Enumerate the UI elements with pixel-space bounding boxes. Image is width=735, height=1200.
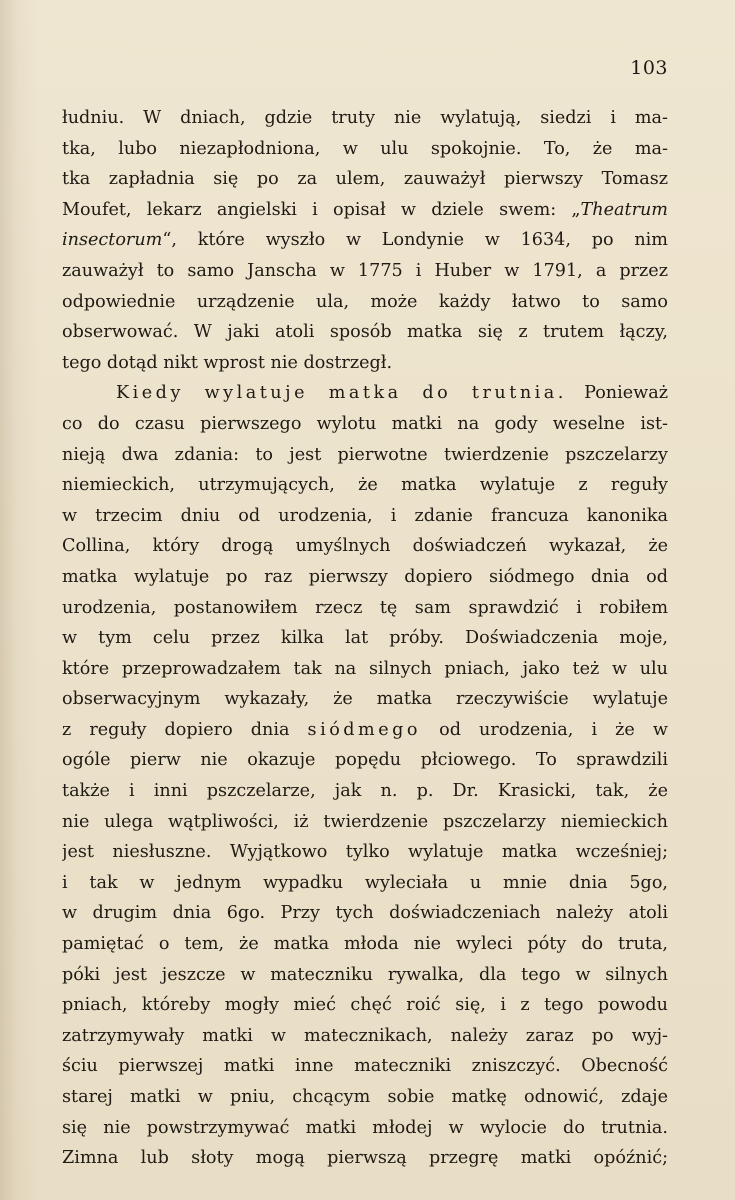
text-segment: “, które wyszło w Londynie w 1634, po nim (162, 230, 668, 251)
text-line: które przeprowadzałem tak na silnych pniach, jako też w ulu (62, 658, 668, 679)
body-text (62, 103, 668, 1174)
text-line: nie ulega wątpliwości, iż twierdzenie pszczelarzy niemieckich (62, 811, 668, 832)
book-title-italic: Theatrum (580, 199, 668, 220)
text-line (62, 225, 668, 256)
emphasized-word: siódmego (307, 719, 422, 740)
text-line: obserwować. W jaki atoli sposób matka się z trutem łączy, (62, 322, 668, 343)
text-line: ogóle pierw nie okazuje popędu płciowego. To sprawdzili (62, 750, 668, 771)
text-line: urodzenia, postanowiłem rzecz tę sam sprawdzić i robiłem (62, 597, 668, 618)
text-line: Zimna lub słoty mogą pierwszą przegrę matki opóźnić; (62, 1148, 668, 1169)
section-heading-line (62, 378, 668, 409)
text-line: i tak w jednym wypadku wyleciała u mnie dnia 5go, (62, 872, 668, 893)
text-line: zatrzymywały matki w matecznikach, należy zaraz po wyj- (62, 1025, 668, 1046)
text-line: tego dotąd nikt wprost nie dostrzegł. (62, 352, 393, 373)
text-line: odpowiednie urządzenie ula, może każdy łatwo to samo (62, 291, 668, 312)
text-line: matka wylatuje po raz pierwszy dopiero siódmego dnia od (62, 566, 668, 587)
text-line: w trzecim dniu od urodzenia, i zdanie francuza kanonika (62, 505, 668, 526)
section-heading: Kiedy wylatuje matka do trutnia. (116, 383, 567, 404)
text-line: nieją dwa zdania: to jest pierwotne twierdzenie pszczelarzy (62, 444, 668, 465)
text-segment: Moufet, lekarz angielski i opisał w dziele swem: „ (62, 199, 581, 220)
text-line (62, 195, 668, 226)
text-line: zauważył to samo Janscha w 1775 i Huber w 1791, a przez (62, 260, 668, 281)
text-line: ściu pierwszej matki inne mateczniki zniszczyć. Obecność (62, 1056, 668, 1077)
book-title-italic: insectorum (62, 230, 163, 251)
text-line: co do czasu pierwszego wylotu matki na gody weselne ist- (62, 413, 668, 434)
text-line: póki jest jeszcze w mateczniku rywalka, dla tego w silnych (62, 964, 668, 985)
text-line: w tym celu przez kilka lat próby. Doświadczenia moje, (62, 628, 668, 649)
text-segment: z reguły dopiero dnia (62, 719, 308, 740)
text-line: Collina, który drogą umyślnych doświadczeń wykazał, że (62, 536, 668, 557)
text-line: obserwacyjnym wykazały, że matka rzeczywiście wylatuje (62, 689, 668, 710)
text-line: jest niesłuszne. Wyjątkowo tylko wylatuje matka wcześniej; (62, 842, 668, 863)
text-line (62, 715, 668, 746)
text-line: także i inni pszczelarze, jak n. p. Dr. Krasicki, tak, że (62, 781, 668, 802)
text-line: w drugim dnia 6go. Przy tych doświadczeniach należy atoli (62, 903, 668, 924)
text-segment: Ponieważ (566, 383, 668, 404)
text-segment: od urodzenia, i że w (421, 719, 668, 740)
text-line: tka zapładnia się po za ulem, zauważył pierwszy Tomasz (62, 169, 668, 190)
text-line: niemieckich, utrzymujących, że matka wylatuje z reguły (62, 475, 668, 496)
text-line: pamiętać o tem, że matka młoda nie wyleci póty do truta, (62, 934, 668, 955)
text-line: starej matki w pniu, chcącym sobie matkę odnowić, zdaje (62, 1087, 668, 1107)
text-line: pniach, któreby mogły mieć chęć roić się, i z tego powodu (62, 995, 668, 1016)
text-line: się nie powstrzymywać matki młodej w wylocie do trutnia. (62, 1117, 668, 1138)
text-line: tka, lubo niezapłodniona, w ulu spokojnie. To, że ma- (62, 138, 668, 159)
page-number: 103 (630, 57, 668, 79)
text-line: łudniu. W dniach, gdzie truty nie wylatują, siedzi i ma- (62, 108, 668, 128)
